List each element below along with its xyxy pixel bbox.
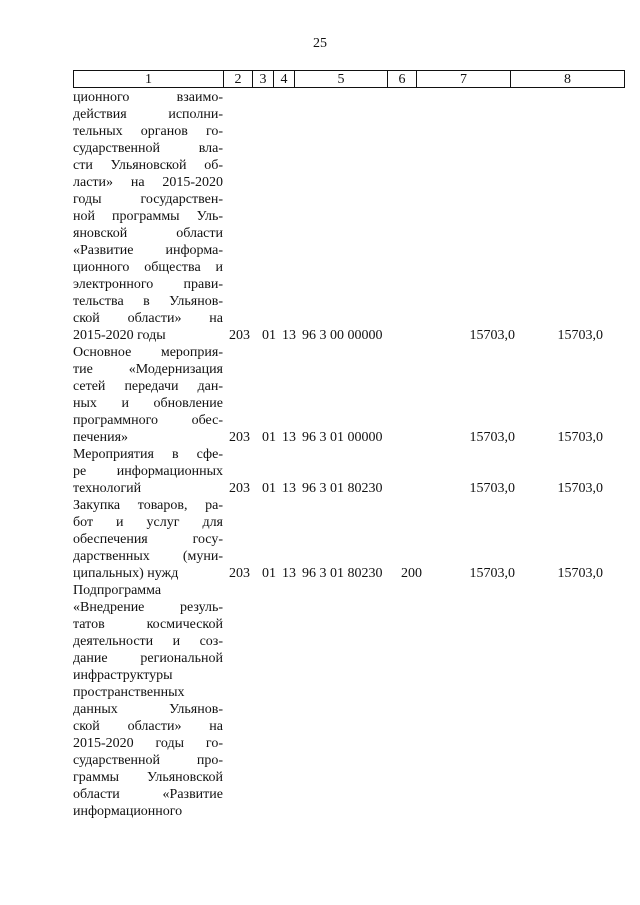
description-line: Мероприятия в сфе- [73,447,223,462]
column-header-6: 6 [388,71,417,87]
description-line: сударственной про- [73,753,223,768]
cell-col-5: 96 3 00 00000 [302,328,383,343]
description-line: ционного взаимо- [73,90,223,105]
description-line: дарственных (муни- [73,549,223,564]
description-line: ципальных) нужд [73,566,179,581]
table-row [73,89,625,344]
description-line: действия исполни- [73,107,223,122]
column-header-4: 4 [274,71,295,87]
description-line: ных и обновление [73,396,223,411]
description-line: Подпрограмма [73,583,162,598]
cell-col-2: 203 [229,430,250,445]
description-line: инфраструктуры [73,668,173,683]
row-description [73,582,223,820]
cell-col-8: 15703,0 [557,481,603,496]
column-header-3: 3 [253,71,274,87]
description-line: граммы Ульяновской [73,770,223,785]
row-values [73,803,625,820]
description-line: тие «Модернизация [73,362,223,377]
description-line: деятельности и соз- [73,634,223,649]
cell-col-2: 203 [229,566,250,581]
cell-col-7: 15703,0 [469,328,515,343]
description-line: ской области» на [73,311,223,326]
cell-col-8: 15703,0 [557,430,603,445]
cell-col-4: 13 [282,328,296,343]
cell-col-5: 96 3 01 80230 [302,566,383,581]
row-values [73,429,625,446]
description-line: бот и услуг для [73,515,223,530]
cell-col-3: 01 [262,566,276,581]
column-header-7: 7 [417,71,511,87]
description-line: «Развитие информа- [73,243,223,258]
row-values [73,480,625,497]
column-header-8: 8 [564,72,571,87]
description-line: обеспечения госу- [73,532,223,547]
cell-col-2: 203 [229,328,250,343]
cell-col-4: 13 [282,566,296,581]
description-line: ционного общества и [73,260,223,275]
table-body [73,89,625,820]
description-line: пространственных [73,685,185,700]
description-line: яновской области [73,226,223,241]
table-header-row [73,70,625,88]
column-header-5: 5 [295,71,388,87]
column-header-2: 2 [224,71,253,87]
description-line: сударственной вла- [73,141,223,156]
description-line: 2015-2020 годы [73,328,166,343]
description-line: электронного прави- [73,277,223,292]
row-values [73,565,625,582]
cell-col-4: 13 [282,430,296,445]
cell-col-8: 15703,0 [557,566,603,581]
description-line: Основное мероприя- [73,345,223,360]
cell-col-7: 15703,0 [469,481,515,496]
description-line: ласти» на 2015-2020 [73,175,223,190]
table-row [73,497,625,582]
description-line: «Внедрение резуль- [73,600,223,615]
cell-col-5: 96 3 01 00000 [302,430,383,445]
cell-col-3: 01 [262,430,276,445]
cell-col-7: 15703,0 [469,566,515,581]
description-line: печения» [73,430,129,445]
cell-col-7: 15703,0 [469,430,515,445]
table-row [73,344,625,446]
cell-col-3: 01 [262,481,276,496]
description-line: области «Развитие [73,787,223,802]
column-header-1: 1 [74,71,224,87]
description-line: сти Ульяновской об- [73,158,223,173]
description-line: Закупка товаров, ра- [73,498,223,513]
row-values [73,327,625,344]
description-line: информационного [73,804,183,819]
cell-col-4: 13 [282,481,296,496]
description-line: 2015-2020 годы го- [73,736,223,751]
cell-col-5: 96 3 01 80230 [302,481,383,496]
table-row [73,446,625,497]
cell-col-6: 200 [401,566,422,581]
description-line: сетей передачи дан- [73,379,223,394]
description-line: годы государствен- [73,192,223,207]
description-line: татов космической [73,617,223,632]
description-line: программного обес- [73,413,223,428]
cell-col-8: 15703,0 [557,328,603,343]
row-description [73,89,223,344]
table-row [73,582,625,820]
cell-col-2: 203 [229,481,250,496]
description-line: тельных органов го- [73,124,223,139]
description-line: тельства в Ульянов- [73,294,223,309]
description-line: ре информационных [73,464,223,479]
description-line: ной программы Уль- [73,209,223,224]
description-line: данных Ульянов- [73,702,223,717]
page-number: 25 [313,36,327,51]
cell-col-3: 01 [262,328,276,343]
description-line: дание региональной [73,651,223,666]
description-line: технологий [73,481,142,496]
description-line: ской области» на [73,719,223,734]
